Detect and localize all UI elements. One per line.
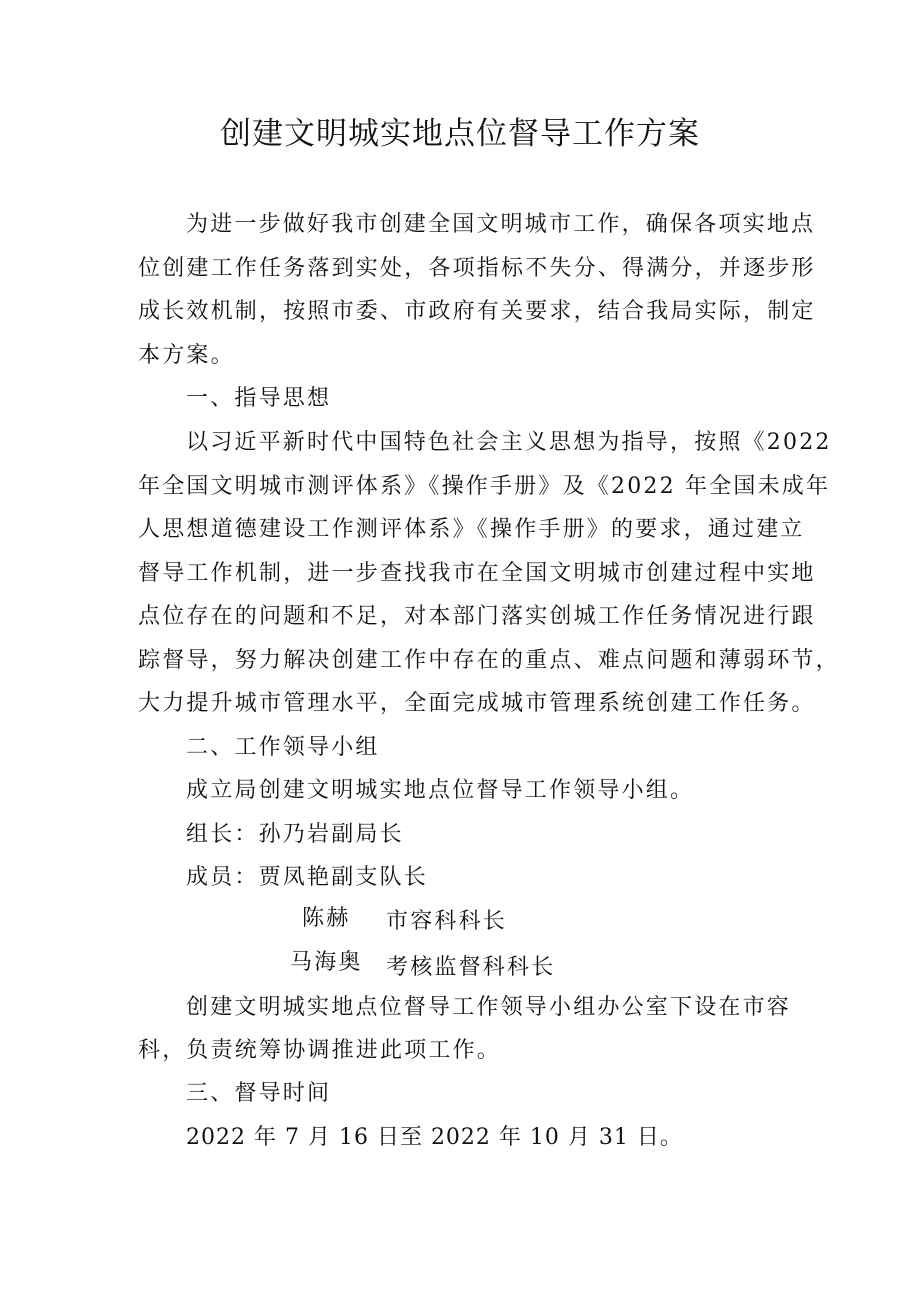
- intro-line: 成长效机制，按照市委、市政府有关要求，结合我局实际，制定: [138, 299, 816, 324]
- intro-line: 位创建工作任务落到实处，各项指标不失分、得满分，并逐步形: [138, 256, 816, 281]
- paragraph-line: 科，负责统筹协调推进此项工作。: [138, 1038, 502, 1063]
- paragraph-line: 创建文明城实地点位督导工作领导小组办公室下设在市容: [186, 995, 792, 1020]
- paragraph-line: 督导工作机制，进一步查找我市在全国文明城市创建过程中实地: [138, 561, 816, 586]
- member-role: 市容科科长: [386, 909, 508, 934]
- member-name: 陈赫: [302, 906, 351, 931]
- paragraph-line: 年全国文明城市测评体系》《操作手册》及《2022 年全国未成年: [138, 474, 831, 499]
- section-heading: 二、工作领导小组: [186, 735, 380, 760]
- intro-line: 本方案。: [138, 343, 235, 368]
- paragraph-line: 点位存在的问题和不足，对本部门落实创城工作任务情况进行跟: [138, 604, 816, 629]
- member-name: 马海奥: [290, 950, 363, 975]
- paragraph-line: 大力提升城市管理水平，全面完成城市管理系统创建工作任务。: [138, 691, 816, 716]
- member-role: 考核监督科科长: [386, 955, 556, 980]
- intro-line: 为进一步做好我市创建全国文明城市工作，确保各项实地点: [186, 212, 816, 237]
- leader-line: 组长：孙乃岩副局长: [186, 822, 404, 847]
- section-heading: 一、指导思想: [186, 386, 332, 411]
- paragraph-line: 以习近平新时代中国特色社会主义思想为指导，按照《2022: [186, 430, 832, 455]
- members-line: 成员：贾凤艳副支队长: [186, 865, 429, 890]
- period-line: 2022 年 7 月 16 日至 2022 年 10 月 31 日。: [186, 1125, 683, 1150]
- paragraph-line: 人思想道德建设工作测评体系》《操作手册》的要求，通过建立: [138, 517, 805, 542]
- section-heading: 三、督导时间: [186, 1081, 332, 1106]
- document-title: 创建文明城实地点位督导工作方案: [220, 116, 700, 152]
- paragraph-line: 踪督导，努力解决创建工作中存在的重点、难点问题和薄弱环节，: [138, 648, 840, 673]
- paragraph-line: 成立局创建文明城实地点位督导工作领导小组。: [186, 778, 695, 803]
